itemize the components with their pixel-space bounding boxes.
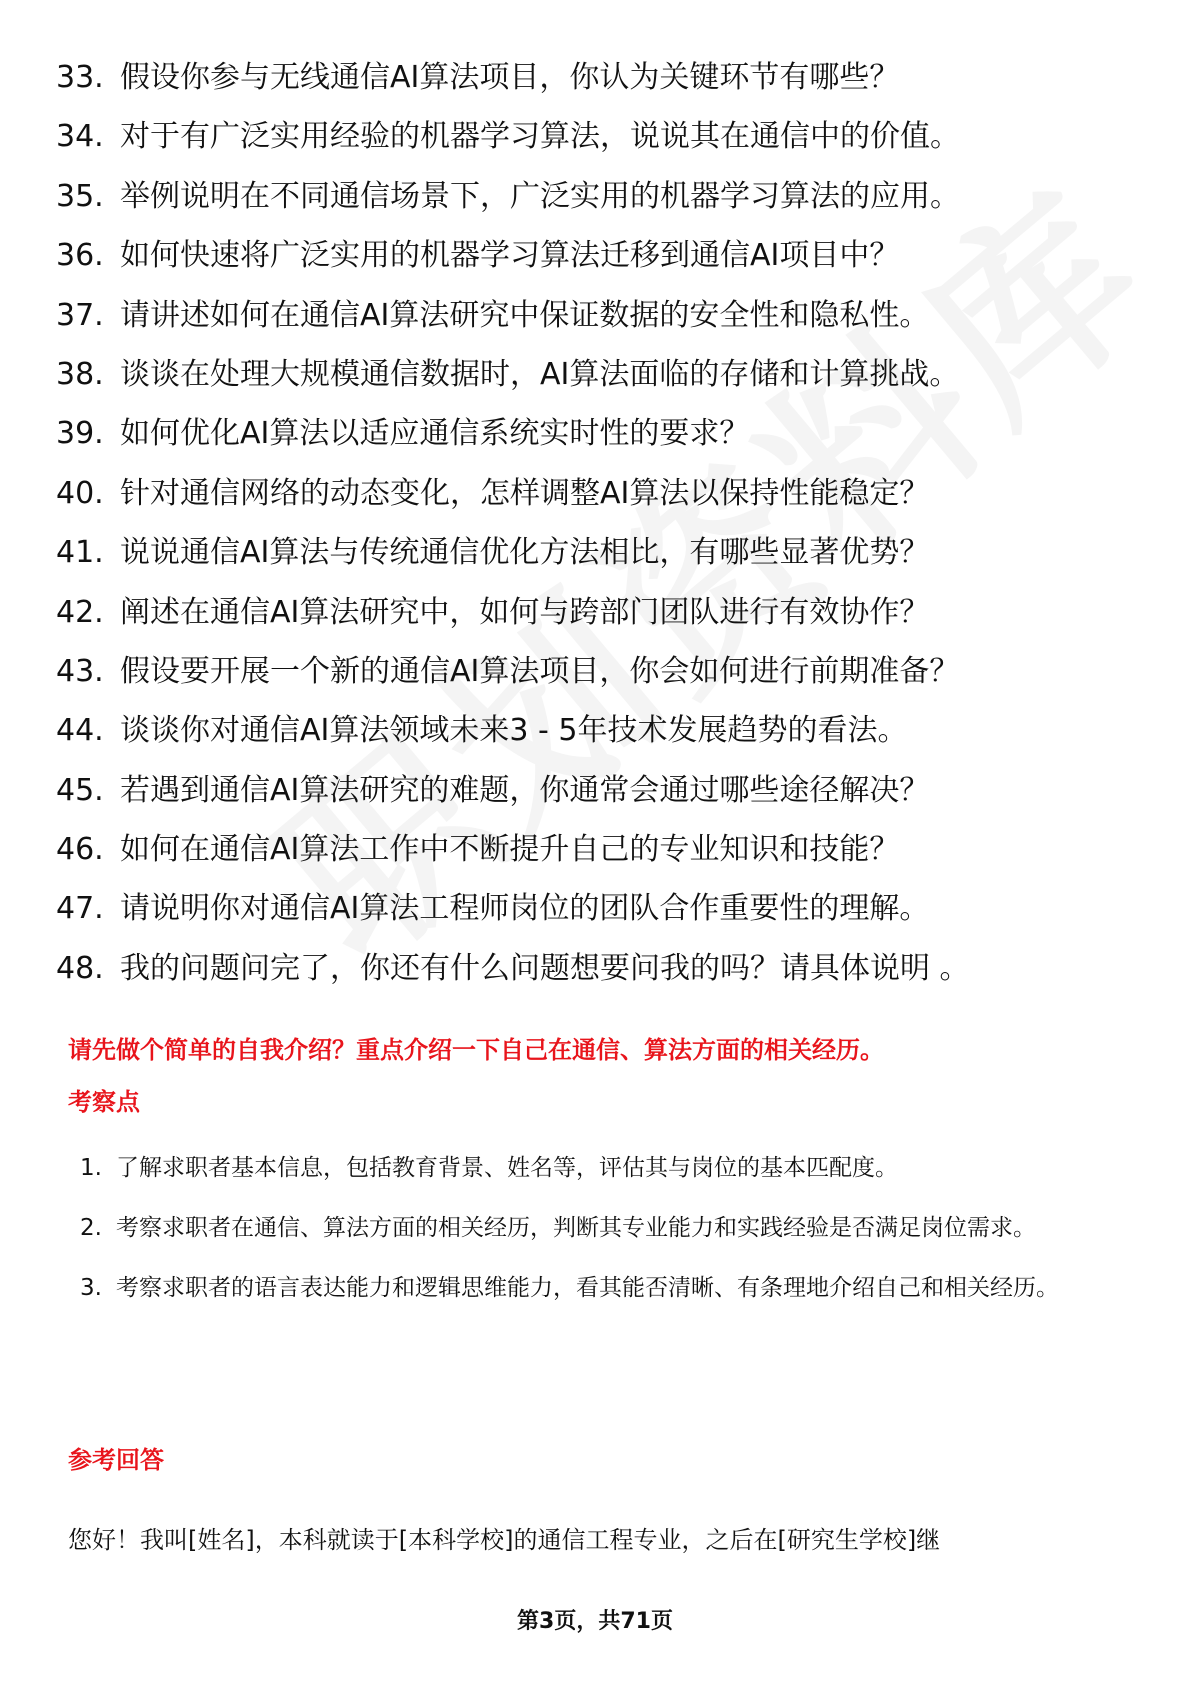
question-text: 举例说明在不同通信场景下，广泛实用的机器学习算法的应用。 — [120, 178, 960, 214]
question-item — [56, 879, 1156, 938]
question-number: 36. — [56, 238, 104, 274]
question-text: 假设你参与无线通信AI算法项目，你认为关键环节有哪些？ — [120, 60, 900, 95]
question-list — [56, 48, 1156, 998]
question-item — [56, 48, 1156, 107]
question-text: 对于有广泛实用经验的机器学习算法，说说其在通信中的价值。 — [120, 119, 960, 155]
question-number: 47. — [56, 891, 104, 927]
question-number: 33. — [56, 60, 104, 95]
list-item — [80, 1262, 1110, 1314]
point-text: 了解求职者基本信息，包括教育背景、姓名等，评估其与岗位的基本匹配度。 — [116, 1155, 898, 1181]
question-item — [56, 523, 1156, 582]
points-list — [80, 1142, 1110, 1322]
question-number: 40. — [56, 475, 104, 511]
question-text: 针对通信网络的动态变化，怎样调整AI算法以保持性能稳定？ — [120, 475, 930, 511]
question-number: 41. — [56, 535, 104, 571]
question-item — [56, 939, 1156, 998]
question-text: 阐述在通信AI算法研究中，如何与跨部门团队进行有效协作？ — [120, 594, 930, 630]
question-number: 46. — [56, 832, 104, 868]
question-text: 谈谈你对通信AI算法领域未来3 - 5年技术发展趋势的看法。 — [120, 713, 908, 749]
point-number: 3. — [80, 1275, 102, 1301]
question-text: 我的问题问完了，你还有什么问题想要问我的吗？请具体说明 。 — [120, 950, 970, 986]
answer-heading: 参考回答 — [68, 1446, 164, 1474]
question-item — [56, 701, 1156, 760]
list-item — [80, 1202, 1110, 1254]
question-text: 请说明你对通信AI算法工程师岗位的团队合作重要性的理解。 — [120, 891, 930, 927]
question-number: 48. — [56, 950, 104, 986]
question-item — [56, 583, 1156, 642]
question-text: 如何优化AI算法以适应通信系统实时性的要求？ — [120, 416, 750, 452]
point-number: 1. — [80, 1155, 102, 1181]
question-item — [56, 345, 1156, 404]
question-text: 如何快速将广泛实用的机器学习算法迁移到通信AI项目中？ — [120, 238, 900, 274]
question-item — [56, 286, 1156, 345]
question-number: 39. — [56, 416, 104, 452]
question-text: 如何在通信AI算法工作中不断提升自己的专业知识和技能？ — [120, 832, 900, 868]
question-item — [56, 107, 1156, 166]
question-item — [56, 167, 1156, 226]
question-text: 若遇到通信AI算法研究的难题，你通常会通过哪些途径解决？ — [120, 772, 930, 808]
question-text: 说说通信AI算法与传统通信优化方法相比，有哪些显著优势？ — [120, 535, 930, 571]
answer-paragraph: 您好！我叫[姓名]，本科就读于[本科学校]的通信工程专业，之后在[研究生学校]继 — [68, 1526, 941, 1554]
point-number: 2. — [80, 1215, 102, 1241]
page-footer: 第3页，共71页 — [517, 1609, 673, 1634]
question-number: 34. — [56, 119, 104, 155]
question-item — [56, 761, 1156, 820]
question-item — [56, 820, 1156, 879]
question-item — [56, 404, 1156, 463]
question-heading: 请先做个简单的自我介绍？重点介绍一下自己在通信、算法方面的相关经历。 — [68, 1036, 884, 1064]
point-text: 考察求职者在通信、算法方面的相关经历，判断其专业能力和实践经验是否满足岗位需求。 — [116, 1215, 1036, 1241]
question-number: 38. — [56, 356, 104, 392]
point-text: 考察求职者的语言表达能力和逻辑思维能力，看其能否清晰、有条理地介绍自己和相关经历。 — [116, 1275, 1059, 1301]
question-number: 45. — [56, 772, 104, 808]
points-heading: 考察点 — [68, 1088, 140, 1116]
question-item — [56, 464, 1156, 523]
question-item — [56, 226, 1156, 285]
question-text: 请讲述如何在通信AI算法研究中保证数据的安全性和隐私性。 — [120, 297, 930, 333]
question-number: 37. — [56, 297, 104, 333]
question-text: 假设要开展一个新的通信AI算法项目，你会如何进行前期准备？ — [120, 653, 960, 689]
question-number: 35. — [56, 178, 104, 214]
question-number: 44. — [56, 713, 104, 749]
question-number: 42. — [56, 594, 104, 630]
question-number: 43. — [56, 653, 104, 689]
question-item — [56, 642, 1156, 701]
question-text: 谈谈在处理大规模通信数据时，AI算法面临的存储和计算挑战。 — [120, 356, 960, 392]
list-item — [80, 1142, 1110, 1194]
